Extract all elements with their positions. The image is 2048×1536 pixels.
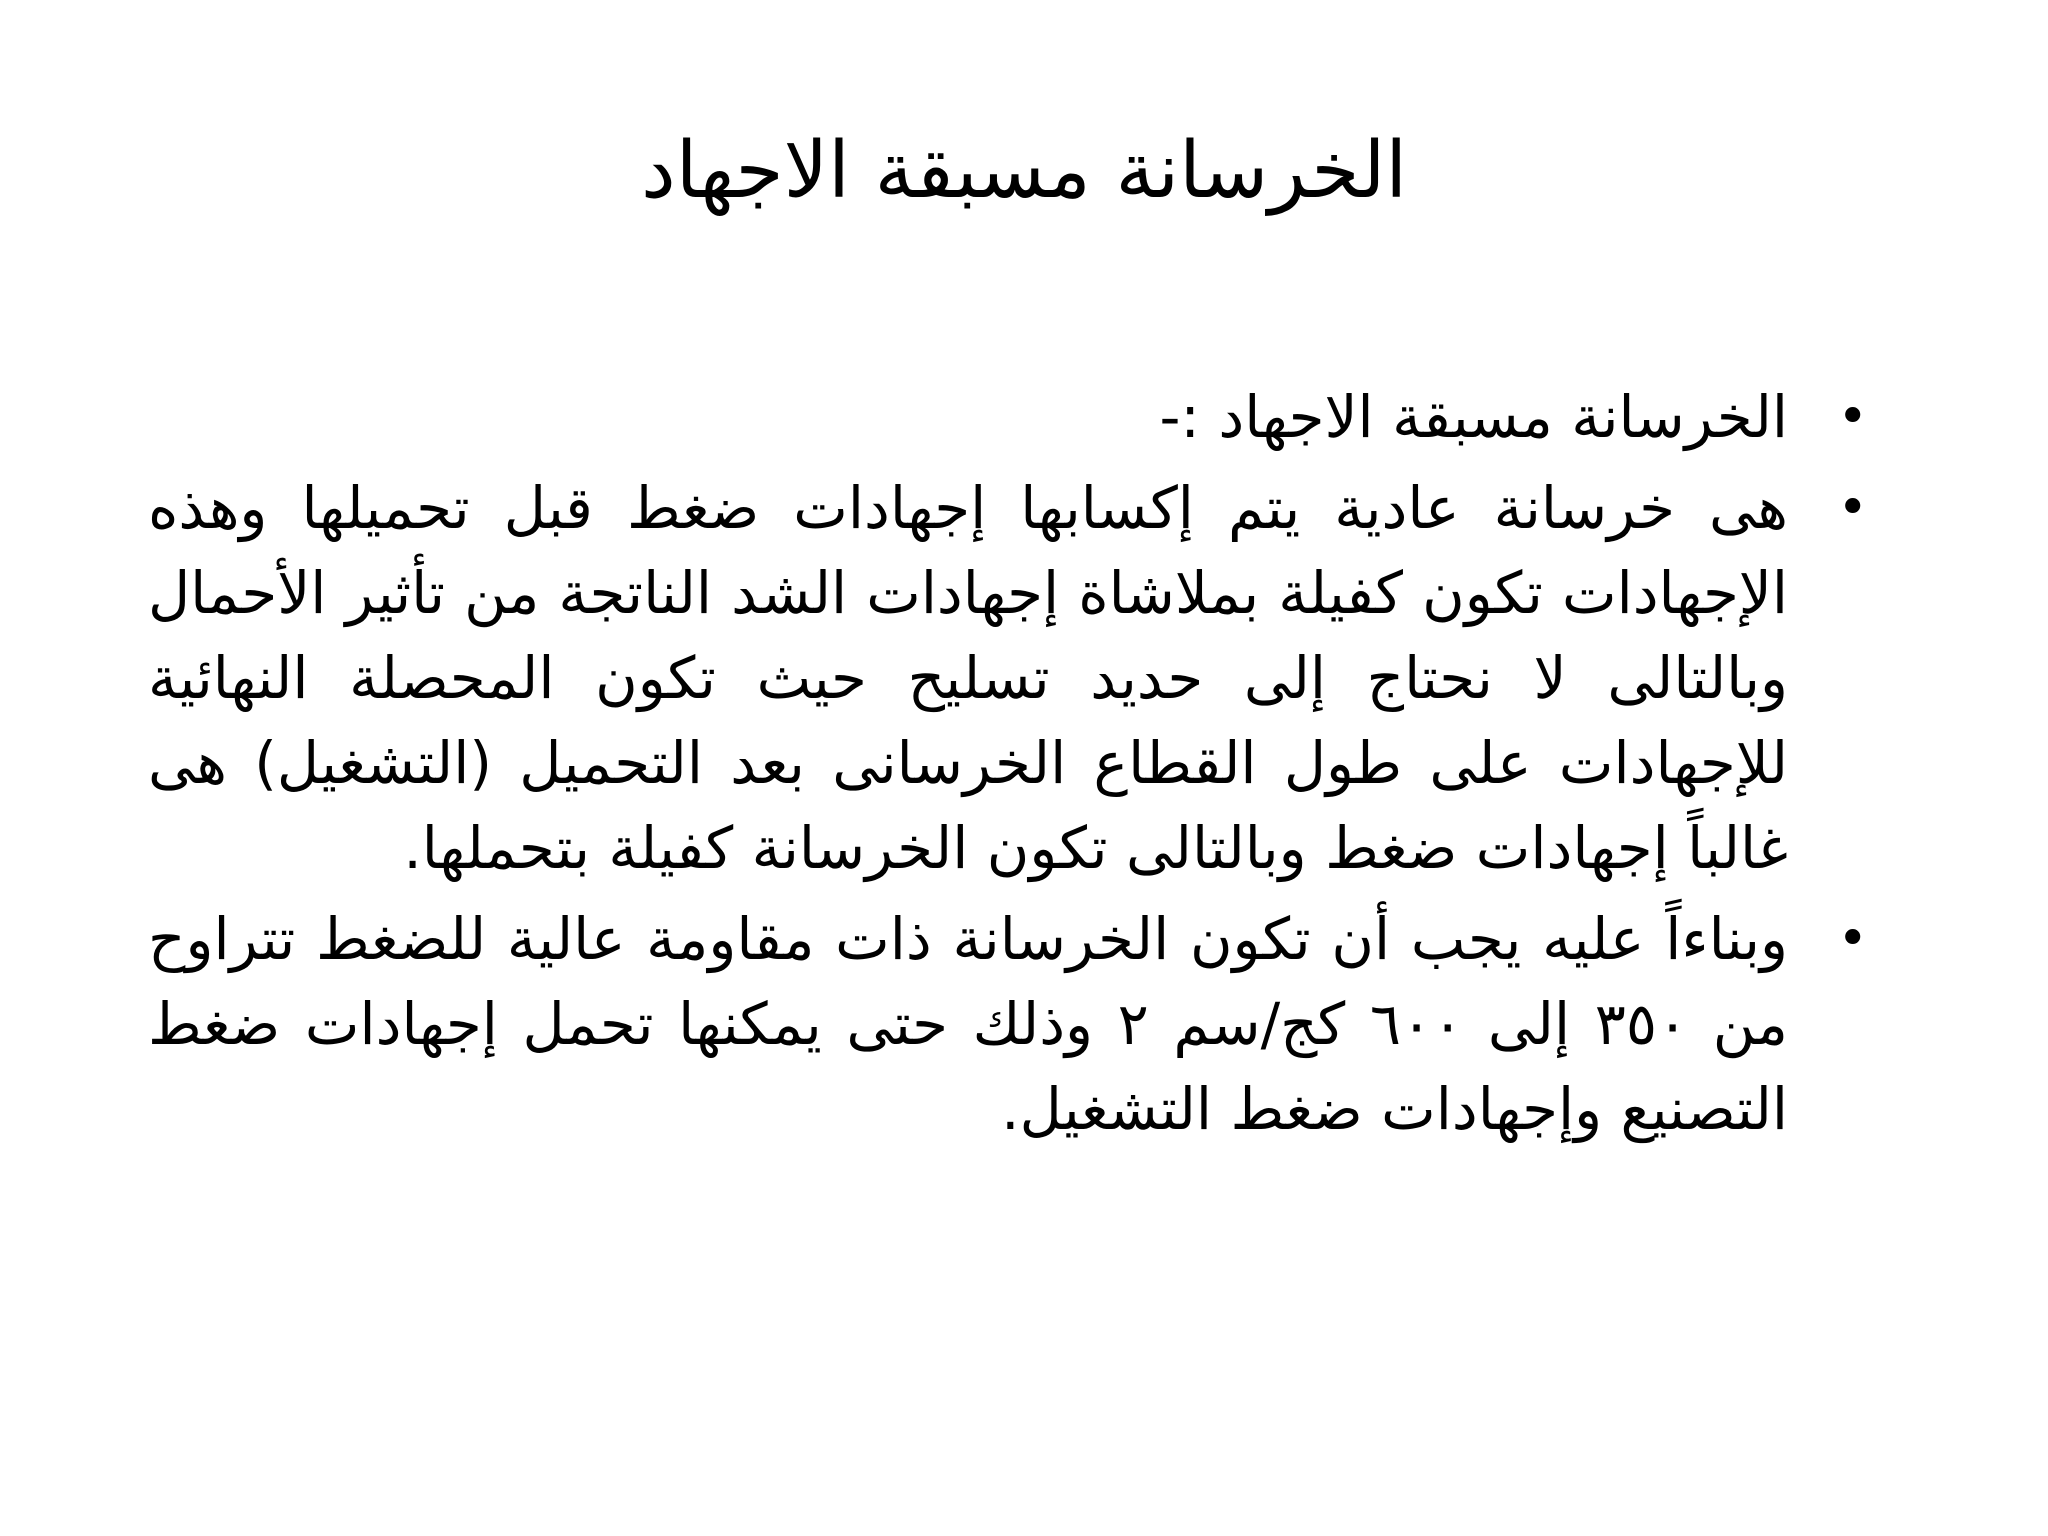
bullet-dot-icon: • — [1837, 909, 1868, 969]
bullet-dot-icon: • — [1837, 478, 1868, 538]
bullet-dot-icon: • — [1837, 387, 1868, 447]
bullet-item-definition — [148, 466, 1868, 891]
bullet-item-strength — [148, 897, 1868, 1152]
bullet-text: هى خرسانة عادية يتم إكسابها إجهادات ضغط قبل تحميلها وهذه الإجهادات تكون كفيلة بملاشاة إجهادات الشد الناتجة من تأثير الأحمال وبالتالى لا نحتاج إلى حديد تسليح حيث تكون المحصلة النهائية للإجهادات على طول القطاع الخرسانى بعد التحميل (التشغيل) هى غالباً إجهادات ضغط وبالتالى تكون الخرسانة كفيلة بتحملها. — [148, 474, 1788, 882]
bullet-list — [148, 375, 1868, 1158]
bullet-item-heading — [148, 375, 1868, 460]
bullet-text: الخرسانة مسبقة الاجهاد :- — [1159, 383, 1788, 451]
slide-title: الخرسانة مسبقة الاجهاد — [640, 126, 1408, 216]
bullet-text: وبناءاً عليه يجب أن تكون الخرسانة ذات مقاومة عالية للضغط تتراوح من ٣٥٠ إلى ٦٠٠ كج/سم ٢ وذلك حتى يمكنها تحمل إجهادات ضغط التصنيع وإجهادات ضغط التشغيل. — [148, 905, 1788, 1143]
